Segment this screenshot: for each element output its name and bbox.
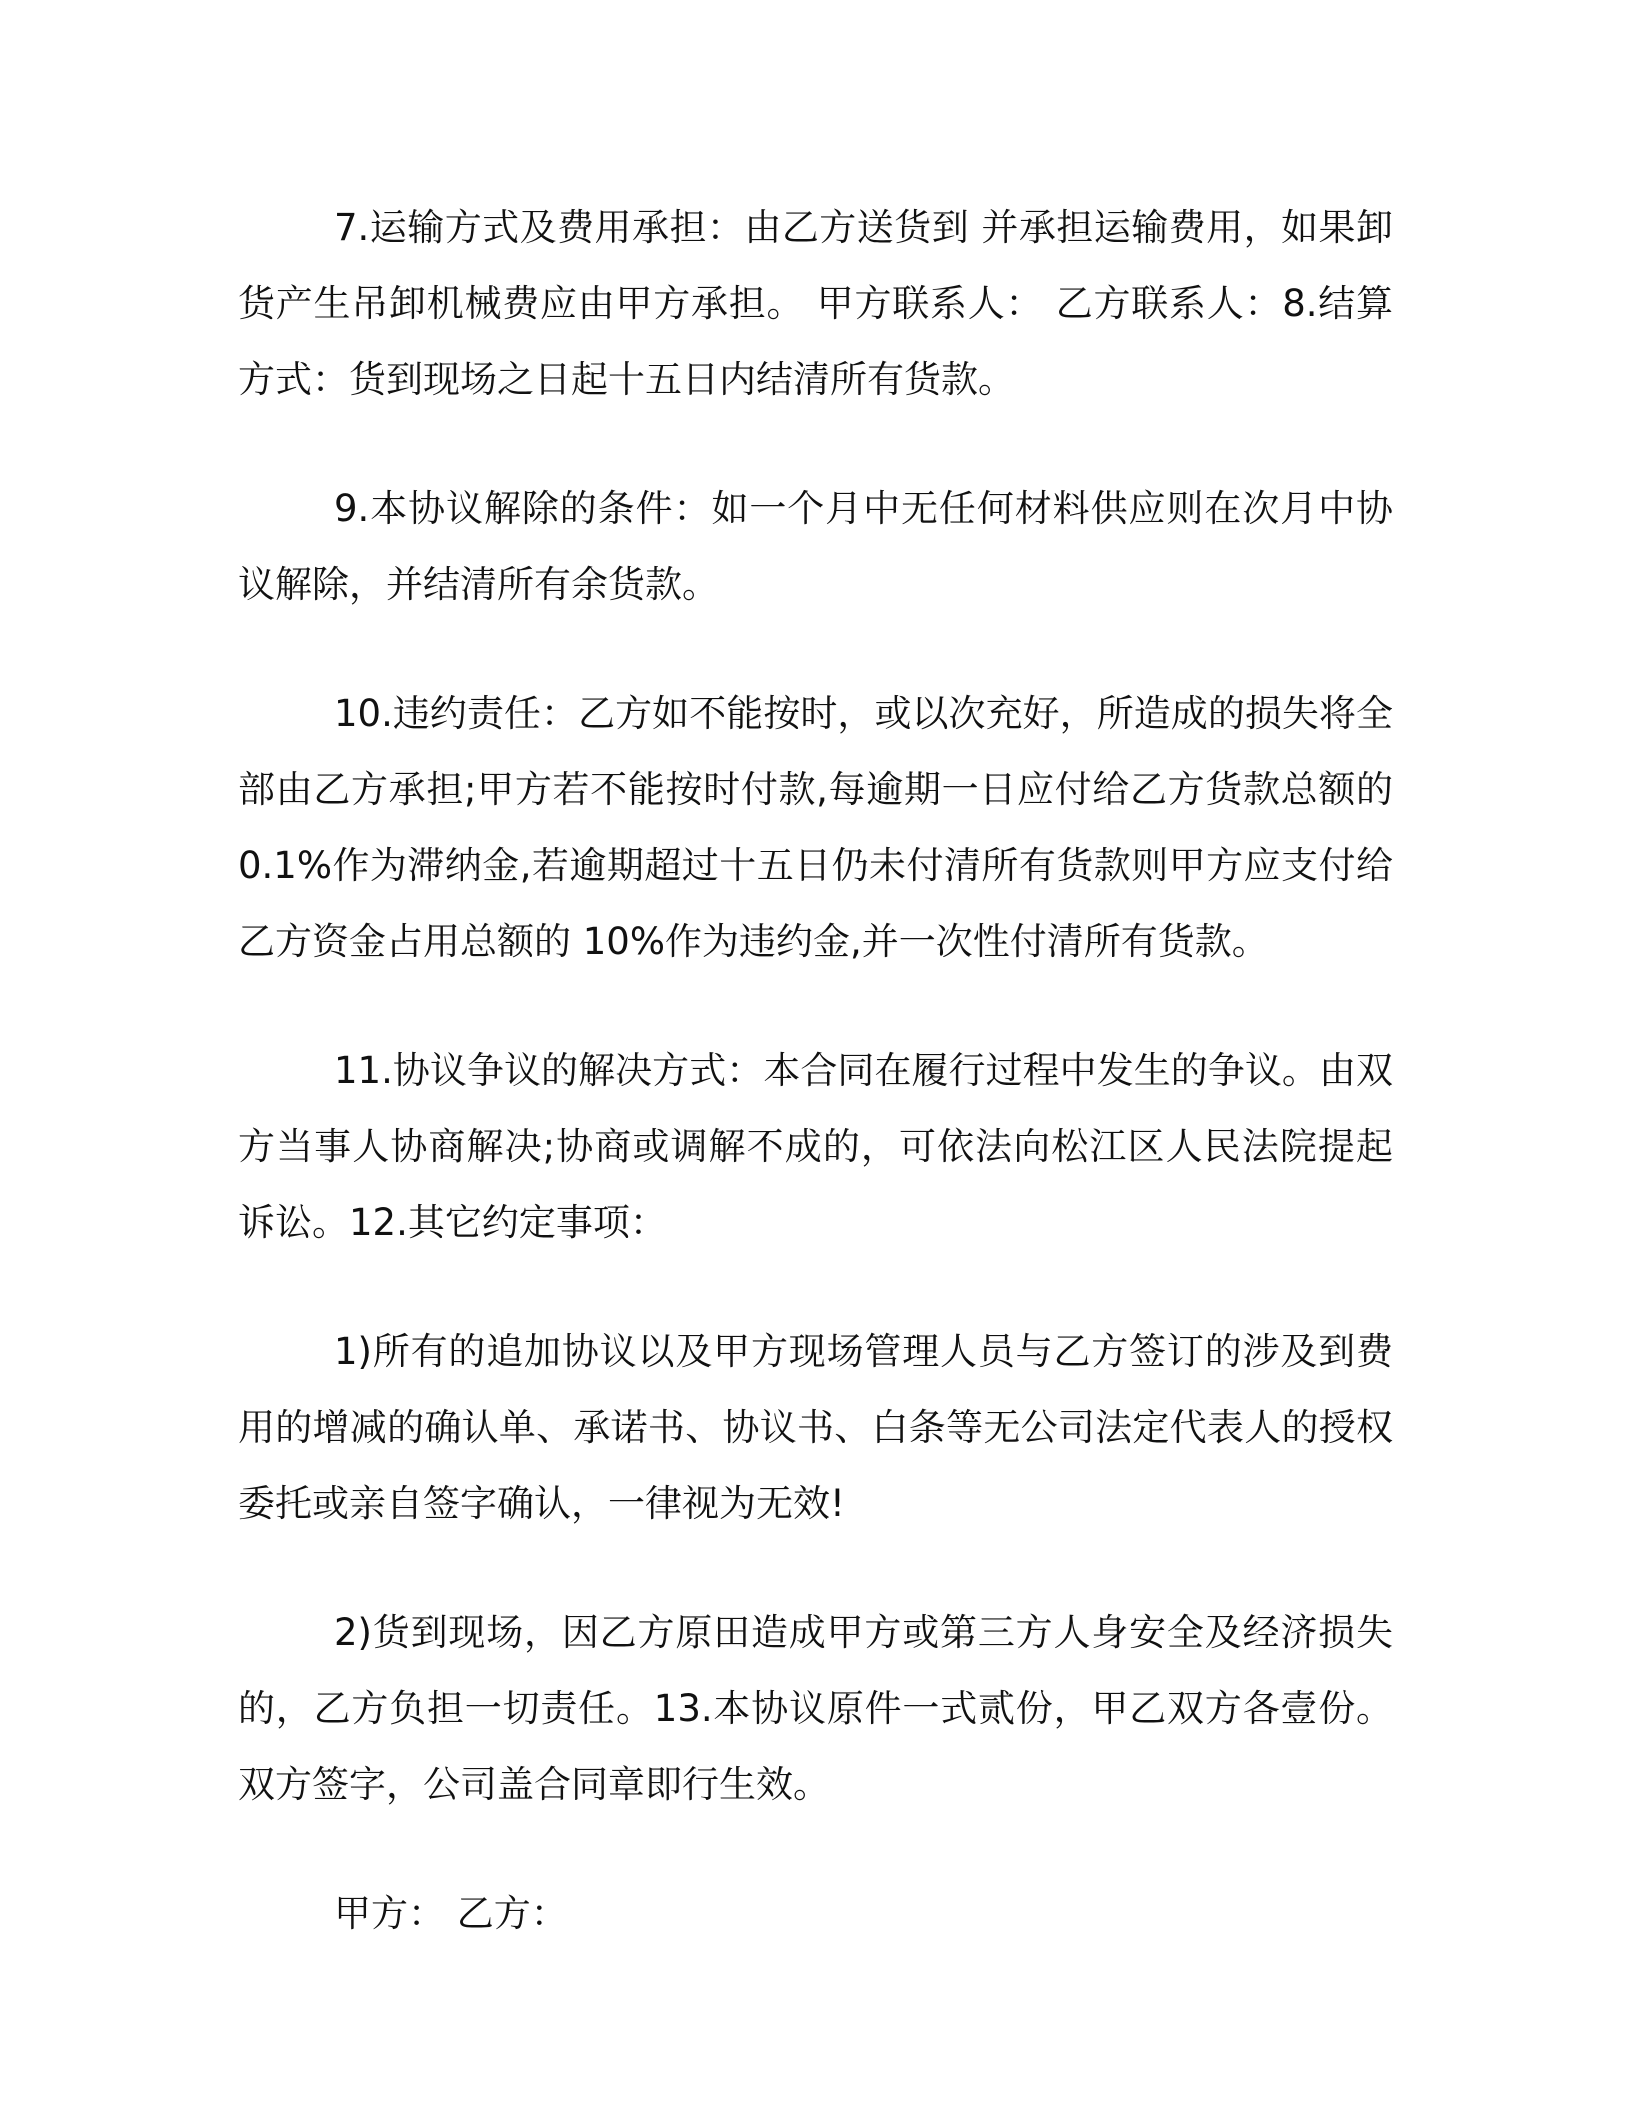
clause-12-item-1: 1)所有的追加协议以及甲方现场管理人员与乙方签订的涉及到费用的增减的确认单、承诺书、协议书、白条等无公司法定代表人的授权委托或亲自签字确认，一律视为无效! [238, 1330, 1393, 1525]
clause-12-item-2-and-13: 2)货到现场，因乙方原田造成甲方或第三方人身安全及经济损失的，乙方负担一切责任。13.本协议原件一式贰份，甲乙双方各壹份。双方签字，公司盖合同章即行生效。 [238, 1611, 1393, 1806]
clause-7-8-transport-settlement: 7.运输方式及费用承担：由乙方送货到 并承担运输费用，如果卸货产生吊卸机械费应由甲方承担。 甲方联系人： 乙方联系人：8.结算方式：货到现场之日起十五日内结清所有货款。 [238, 206, 1393, 401]
document-body [238, 190, 1393, 2005]
clause-10-breach-liability: 10.违约责任：乙方如不能按时，或以次充好，所造成的损失将全部由乙方承担;甲方若不能按时付款,每逾期一日应付给乙方货款总额的 0.1%作为滞纳金,若逾期超过十五日仍未付清所有货款则甲方应支付给乙方资金占用总额的 10%作为违约金,并一次性付清所有货款。 [238, 692, 1393, 963]
clause-9-termination: 9.本协议解除的条件：如一个月中无任何材料供应则在次月中协议解除，并结清所有余货款。 [238, 487, 1393, 606]
signature-line: 甲方： 乙方： [334, 1892, 568, 1935]
clause-11-12-dispute-resolution: 11.协议争议的解决方式：本合同在履行过程中发生的争议。由双方当事人协商解决;协商或调解不成的，可依法向松江区人民法院提起诉讼。12.其它约定事项： [238, 1049, 1393, 1244]
